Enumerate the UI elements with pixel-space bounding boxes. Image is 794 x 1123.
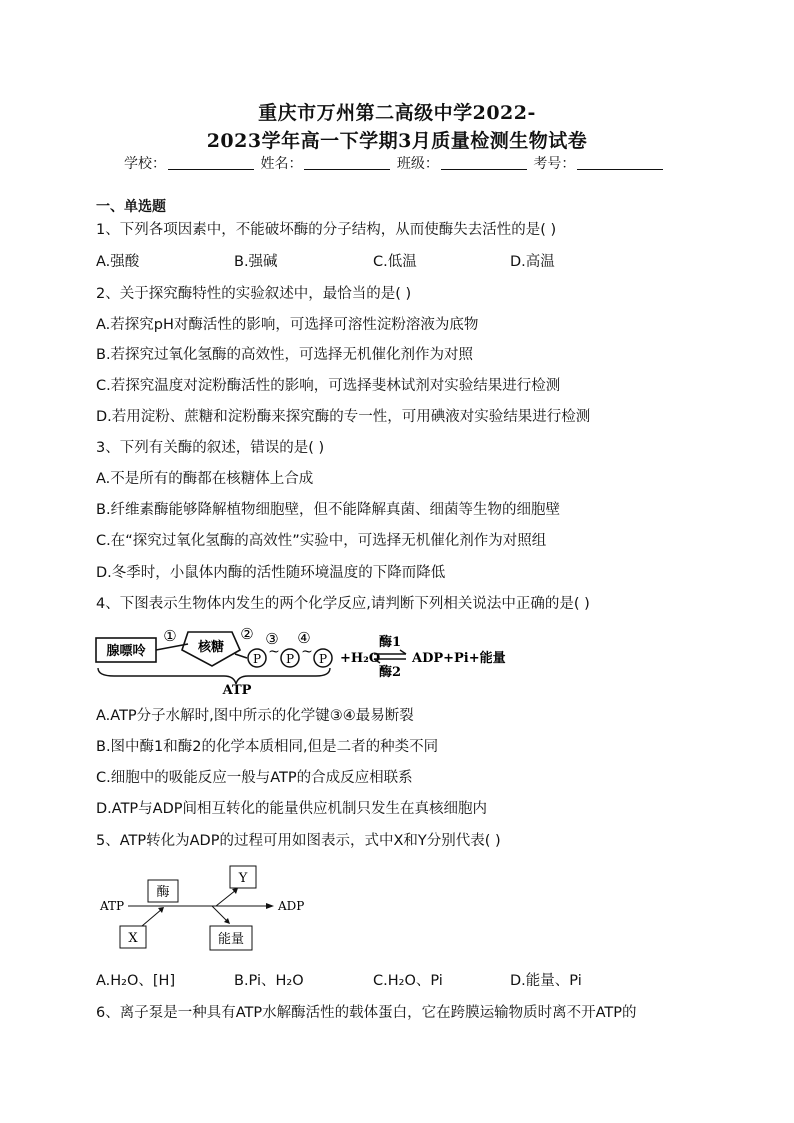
question-3-option-c[interactable]: C.在“探究过氧化氢酶的高效性”实验中，可选择无机催化剂作为对照组 [96, 533, 547, 549]
question-6-stem: 6、离子泵是一种具有ATP水解酶活性的载体蛋白，它在跨膜运输物质时离不开ATP的 [96, 1005, 637, 1021]
energy-text: 能量 [217, 932, 245, 947]
water-label: +H₂O [340, 651, 381, 666]
high-energy-bond-2: ~ [301, 644, 313, 660]
bond-1-label: ① [163, 627, 177, 645]
question-2-option-d[interactable]: D.若用淀粉、蔗糖和淀粉酶来探究酶的专一性，可用碘液对实验结果进行检测 [96, 409, 591, 425]
question-1-stem: 1、下列各项因素中，不能破坏酶的分子结构，从而使酶失去活性的是( ) [96, 222, 557, 238]
high-energy-bond-1: ~ [268, 644, 280, 660]
exam-title-line-1: 重庆市万州第二高级中学2022- [258, 102, 536, 124]
question-1-option-a[interactable]: A.强酸 [96, 254, 140, 270]
exam-number-label: 考号： [533, 156, 576, 172]
phosphate-2-label: P [285, 652, 295, 666]
y-arrow [216, 890, 236, 906]
bond-3-label: ③ [265, 630, 279, 648]
atp-adp-conversion-diagram [98, 864, 318, 956]
question-4-option-b[interactable]: B.图中酶1和酶2的化学本质相同,但是二者的种类不同 [96, 739, 439, 755]
exam-title-line-2: 2023学年高一下学期3月质量检测生物试卷 [206, 130, 588, 152]
question-5-option-d[interactable]: D.能量、Pi [510, 973, 582, 989]
atp-label: ATP [222, 683, 252, 698]
class-blank[interactable] [441, 155, 527, 170]
bond-2-label: ② [240, 625, 254, 643]
adp-text: ADP [278, 899, 305, 913]
y-text: Y [238, 871, 248, 886]
question-2-option-c[interactable]: C.若探究温度对淀粉酶活性的影响，可选择斐林试剂对实验结果进行检测 [96, 378, 561, 394]
atp-brace [98, 668, 330, 684]
phosphate-1-label: P [252, 652, 262, 666]
x-arrow [142, 909, 162, 926]
school-label: 学校： [124, 156, 166, 172]
products-label: ADP+Pi+能量 [412, 651, 506, 666]
question-4-option-a[interactable]: A.ATP分子水解时,图中所示的化学键③④最易断裂 [96, 708, 414, 724]
name-blank[interactable] [304, 155, 390, 170]
energy-arrow [212, 906, 228, 922]
question-2-stem: 2、关于探究酶特性的实验叙述中，最恰当的是( ) [96, 286, 412, 302]
student-info-row [124, 153, 665, 173]
question-1-option-b[interactable]: B.强碱 [234, 254, 278, 270]
section-heading: 一、单选题 [96, 199, 166, 215]
atp-text: ATP [100, 899, 125, 913]
question-4-stem: 4、下图表示生物体内发生的两个化学反应,请判断下列相关说法中正确的是( ) [96, 596, 590, 612]
question-5-stem: 5、ATP转化为ADP的过程可用如图表示，式中X和Y分别代表( ) [96, 833, 501, 849]
question-1-option-d[interactable]: D.高温 [510, 254, 555, 270]
class-label: 班级： [396, 156, 439, 172]
question-3-option-b[interactable]: B.纤维素酶能够降解植物细胞壁，但不能降解真菌、细菌等生物的细胞壁 [96, 502, 561, 518]
question-2-option-b[interactable]: B.若探究过氧化氢酶的高效性，可选择无机催化剂作为对照 [96, 347, 474, 363]
bond-4-label: ④ [297, 629, 311, 647]
question-5-option-b[interactable]: B.Pi、H₂O [234, 973, 304, 989]
question-5-option-a[interactable]: A.H₂O、[H] [96, 973, 176, 989]
question-3-option-d[interactable]: D.冬季时，小鼠体内酶的活性随环境温度的下降而降低 [96, 565, 446, 581]
exam-number-blank[interactable] [577, 155, 663, 170]
enzyme-text: 酶 [156, 885, 170, 900]
bond-2-line [235, 654, 247, 658]
question-2-option-a[interactable]: A.若探究pH对酶活性的影响，可选择可溶性淀粉溶液为底物 [96, 317, 479, 333]
phosphate-3-label: P [318, 652, 328, 666]
name-label: 姓名： [260, 156, 303, 172]
school-blank[interactable] [168, 155, 254, 170]
atp-structure-diagram [94, 624, 534, 698]
question-4-option-d[interactable]: D.ATP与ADP间相互转化的能量供应机制只发生在真核细胞内 [96, 801, 487, 817]
question-3-stem: 3、下列有关酶的叙述，错误的是( ) [96, 440, 325, 456]
enzyme-2-label: 酶2 [378, 665, 402, 680]
adenine-label: 腺嘌呤 [106, 644, 146, 659]
main-arrow-head [266, 903, 274, 909]
enzyme-1-label: 酶1 [378, 635, 402, 650]
question-5-option-c[interactable]: C.H₂O、Pi [373, 973, 443, 989]
question-3-option-a[interactable]: A.不是所有的酶都在核糖体上合成 [96, 471, 314, 487]
x-text: X [128, 931, 138, 946]
question-4-option-c[interactable]: C.细胞中的吸能反应一般与ATP的合成反应相联系 [96, 770, 413, 786]
ribose-label: 核糖 [197, 640, 225, 655]
question-1-option-c[interactable]: C.低温 [373, 254, 417, 270]
